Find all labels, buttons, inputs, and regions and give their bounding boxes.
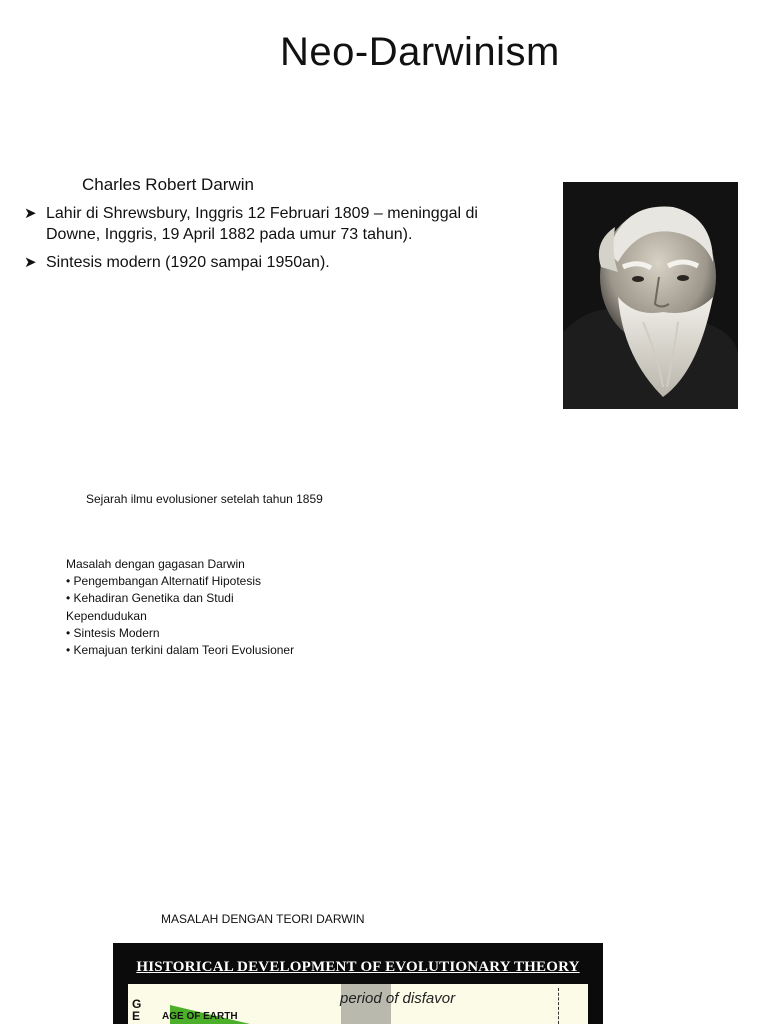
bullet-text: Lahir di Shrewsbury, Inggris 12 Februari 1809 – meninggal di Downe, Inggris, 19 April 1882 pada umur 73 tahun). — [46, 205, 478, 243]
darwin-portrait-image — [563, 182, 738, 409]
problems-line: Masalah dengan gagasan Darwin — [66, 557, 245, 571]
age-of-earth-label: AGE OF EARTH — [162, 1011, 238, 1022]
slide-subtitle: Charles Robert Darwin — [82, 175, 254, 194]
problems-line: • Pengembangan Alternatif Hipotesis — [66, 574, 261, 589]
disfavor-label: period of disfavor — [340, 990, 456, 1007]
problems-line: • Kehadiran Genetika dan Studi Kependudukan — [66, 591, 234, 623]
figure-title: HISTORICAL DEVELOPMENT OF EVOLUTIONARY THEORY — [136, 959, 580, 975]
arrow-bullet-icon: ➤ — [24, 205, 37, 222]
evolution-history-figure — [113, 943, 603, 1024]
figure-panel — [128, 984, 588, 1024]
arrow-bullet-icon: ➤ — [24, 254, 37, 271]
bullet-item — [24, 252, 504, 273]
history-heading: Sejarah ilmu evolusioner setelah tahun 1859 — [86, 492, 323, 506]
figure-axis-label: G E — [132, 997, 142, 1023]
bullet-text: Sintesis modern (1920 sampai 1950an). — [46, 254, 330, 271]
masalah-heading: MASALAH DENGAN TEORI DARWIN — [161, 912, 365, 926]
bullet-item — [24, 203, 504, 245]
dashed-divider — [558, 988, 559, 1024]
slide-title: Neo-Darwinism — [280, 30, 560, 74]
problems-line: • Kemajuan terkini dalam Teori Evolusioner — [66, 643, 295, 658]
problems-line: • Sintesis Modern — [66, 625, 160, 640]
problems-list — [66, 556, 306, 659]
bullet-list — [24, 203, 504, 280]
